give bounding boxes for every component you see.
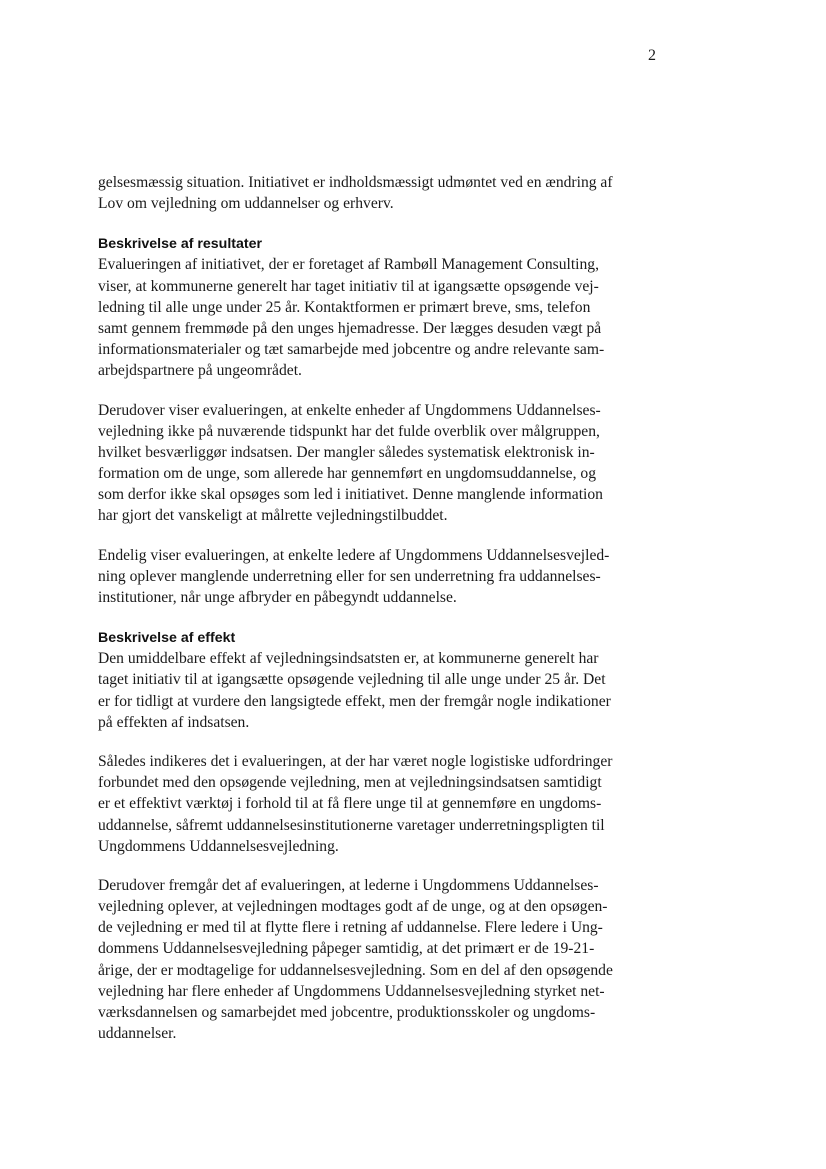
text-line: Endelig viser evalueringen, at enkelte ledere af Ungdommens Uddannelsesvejled-: [98, 546, 610, 564]
text-line: Således indikeres det i evalueringen, at der har været nogle logistiske udfordringer: [98, 752, 613, 770]
text-line: formation om de unge, som allerede har gennemført en ungdomsuddannelse, og: [98, 465, 596, 483]
text-line: arbejdspartnere på ungeområdet.: [98, 362, 302, 380]
text-line: vejledning har flere enheder af Ungdommens Uddannelsesvejledning styrket net-: [98, 982, 605, 1000]
section-heading: Beskrivelse af resultater: [98, 236, 263, 253]
text-line: Den umiddelbare effekt af vejledningsindsatsten er, at kommunerne generelt har: [98, 650, 599, 668]
text-line: Derudover viser evalueringen, at enkelte enheder af Ungdommens Uddannelses-: [98, 401, 601, 419]
text-line: Evalueringen af initiativet, der er foretaget af Rambøll Management Consulting,: [98, 256, 600, 274]
text-line: uddannelse, såfremt uddannelsesinstitutionerne varetager underretningspligten til: [98, 816, 605, 834]
paragraph: [98, 751, 638, 857]
section-gap: [98, 608, 638, 626]
text-line: som derfor ikke skal opsøges som led i initiativet. Denne manglende information: [98, 486, 603, 504]
text-line: uddannelser.: [98, 1025, 177, 1043]
text-line: vejledning oplever, at vejledningen modtages godt af de unge, og at den opsøgen-: [98, 898, 608, 916]
text-line: viser, at kommunerne generelt har taget initiativ til at igangsætte opsøgende vej-: [98, 277, 599, 295]
text-line: er for tidligt at vurdere den langsigtede effekt, men der fremgår nogle indikationer: [98, 692, 611, 710]
paragraph: [98, 400, 638, 527]
paragraph: [98, 875, 638, 1045]
paragraph-gap: [98, 733, 638, 751]
paragraph-gap: [98, 857, 638, 875]
text-line: de vejledning er med til at flytte flere i retning af uddannelse. Flere ledere i Ung-: [98, 919, 603, 937]
text-line: er et effektivt værktøj i forhold til at få flere unge til at gennemføre en ungdoms-: [98, 795, 602, 813]
page-number: 2: [648, 47, 656, 64]
text-line: Ungdommens Uddannelsesvejledning.: [98, 837, 339, 855]
paragraph: [98, 545, 638, 609]
text-line: på effekten af indsatsen.: [98, 713, 250, 731]
text-line: vejledning ikke på nuværende tidspunkt har det fulde overblik over målgruppen,: [98, 422, 600, 440]
document-body: [98, 172, 638, 1044]
paragraph: [98, 172, 638, 214]
text-line: Derudover fremgår det af evalueringen, at lederne i Ungdommens Uddannelses-: [98, 876, 599, 894]
text-line: har gjort det vanskeligt at målrette vejledningstilbuddet.: [98, 507, 448, 525]
text-line: værksdannelsen og samarbejdet med jobcentre, produktionsskoler og ungdoms-: [98, 1004, 596, 1021]
paragraph: [98, 648, 638, 733]
text-line: dommens Uddannelsesvejledning påpeger samtidig, at det primært er de 19-21-: [98, 940, 595, 958]
text-line: gelsesmæssig situation. Initiativet er indholdsmæssigt udmøntet ved en ændring af: [98, 174, 613, 191]
paragraph-gap: [98, 527, 638, 545]
text-line: hvilket besværliggør indsatsen. Der mangler således systematisk elektronisk in-: [98, 443, 595, 461]
text-line: informationsmaterialer og tæt samarbejde med jobcentre og andre relevante sam-: [98, 341, 605, 359]
paragraph-gap: [98, 382, 638, 400]
paragraph: [98, 254, 638, 381]
text-line: Lov om vejledning om uddannelser og erhverv.: [98, 195, 394, 213]
text-line: samt gennem fremmøde på den unges hjemadresse. Der lægges desuden vægt på: [98, 319, 602, 337]
text-line: årige, der er modtagelige for uddannelsesvejledning. Som en del af den opsøgende: [98, 961, 613, 979]
section-heading: Beskrivelse af effekt: [98, 630, 236, 647]
text-line: ning oplever manglende underretning eller for sen underretning fra uddannelses-: [98, 567, 601, 585]
text-line: institutioner, når unge afbryder en påbegyndt uddannelse.: [98, 589, 457, 606]
text-line: ledning til alle unge under 25 år. Kontaktformen er primært breve, sms, telefon: [98, 298, 591, 316]
text-line: forbundet med den opsøgende vejledning, men at vejledningsindsatsen samtidigt: [98, 774, 602, 792]
text-line: taget initiativ til at igangsætte opsøgende vejledning til alle unge under 25 år. Det: [98, 671, 606, 689]
section-gap: [98, 214, 638, 232]
